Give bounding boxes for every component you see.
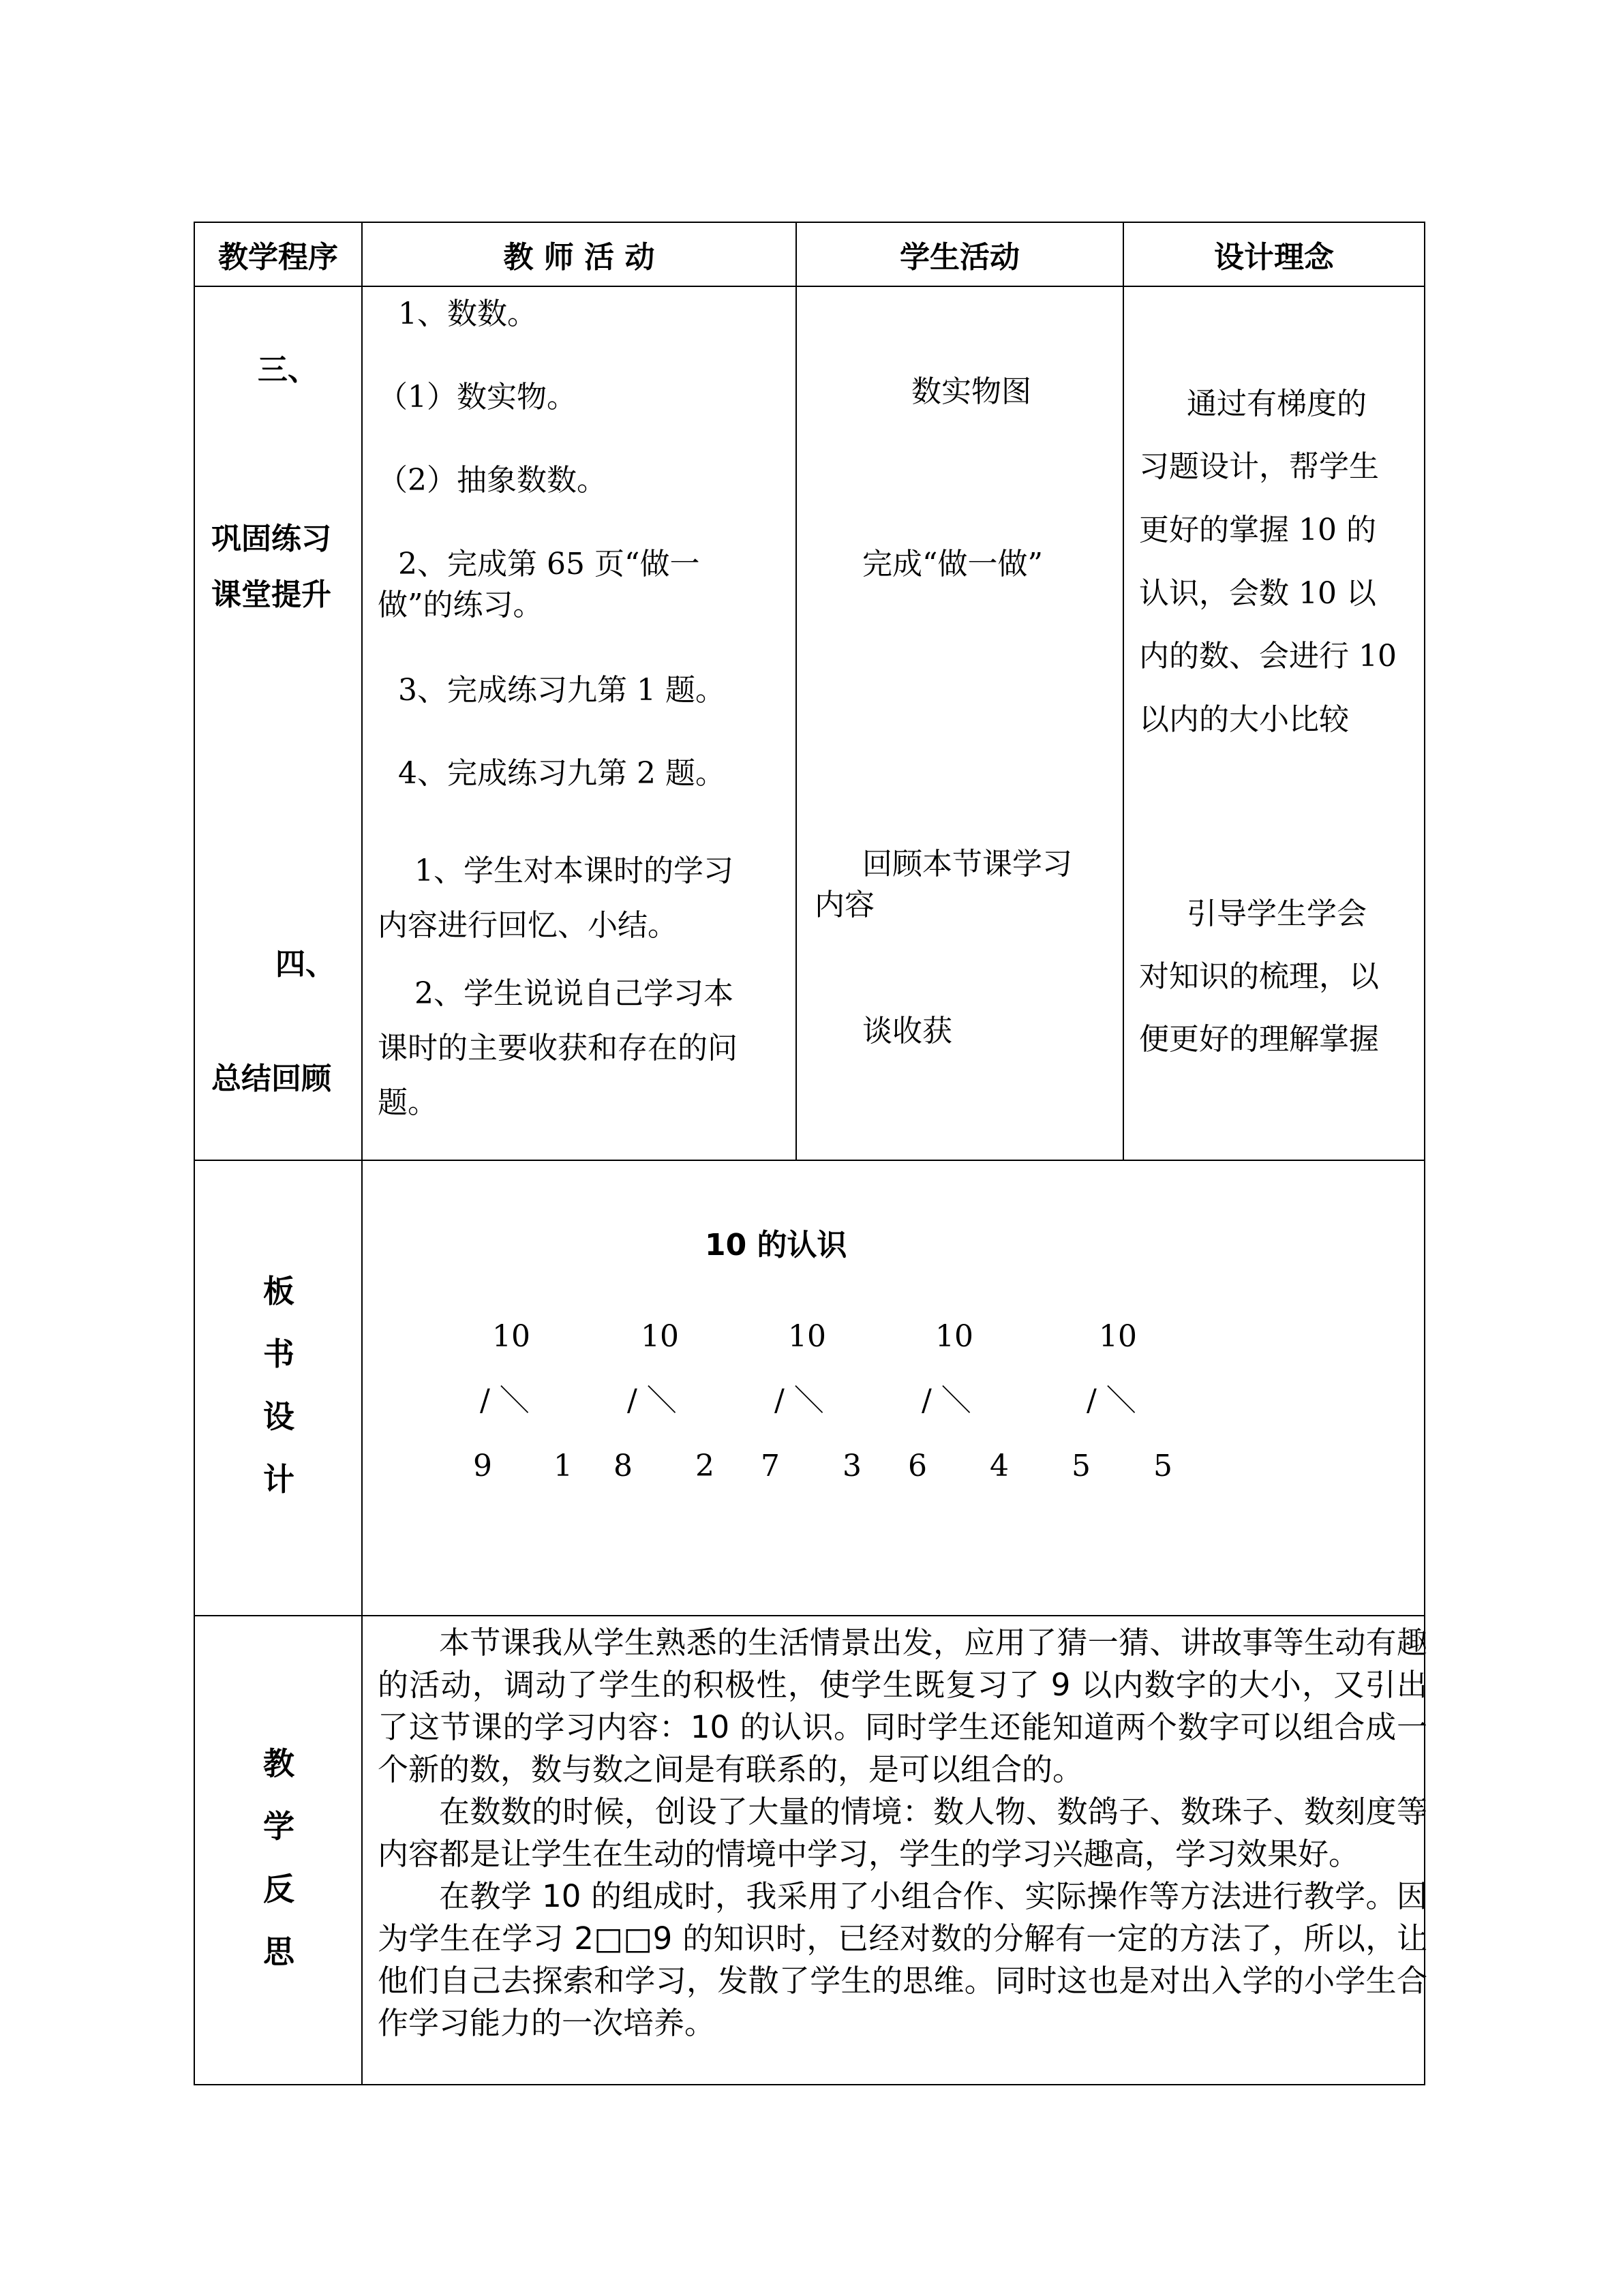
header-row bbox=[194, 222, 1425, 286]
tree4-top: 10 bbox=[935, 1319, 973, 1354]
student-harvest: 谈收获 bbox=[862, 1014, 952, 1048]
design3-line2: 习题设计，帮学生 bbox=[1139, 449, 1379, 484]
student-item-exercise: 完成“做一做” bbox=[862, 547, 1043, 581]
student-item-count: 数实物图 bbox=[911, 374, 1031, 409]
tree1-top: 10 bbox=[492, 1319, 530, 1354]
reflection-content-cell bbox=[362, 1616, 1425, 2085]
design3-line1: 通过有梯度的 bbox=[1187, 387, 1367, 421]
teacher-summary-2-line3: 题。 bbox=[378, 1085, 438, 1120]
teacher-summary-2-line2: 课时的主要收获和存在的问 bbox=[378, 1031, 738, 1066]
teacher-item-2-line2: 做”的练习。 bbox=[378, 588, 543, 622]
tree1-left: 9 bbox=[473, 1449, 492, 1483]
tree3-right: 3 bbox=[843, 1449, 862, 1483]
board-content-cell bbox=[362, 1160, 1425, 1616]
board-label-char: 板 bbox=[263, 1273, 294, 1310]
tree1-right: 1 bbox=[553, 1449, 573, 1483]
reflection-paragraph-1: 本节课我从学生熟悉的生活情景出发，应用了猜一猜、讲故事等生动有趣的活动，调动了学生的积极性，使学生既复习了 9 以内数字的大小，又引出了这节课的学习内容：10 的认识。同时学生还能知道两个数字可以组合成一个新的数，数与数之间是有联系的，是可以组合的。 bbox=[378, 1625, 1427, 1787]
tree2-right: 2 bbox=[695, 1449, 714, 1483]
board-label-cell bbox=[194, 1160, 362, 1616]
design4-line3: 便更好的理解掌握 bbox=[1139, 1022, 1379, 1057]
tree3-top: 10 bbox=[788, 1319, 826, 1354]
reflection-label bbox=[195, 1732, 363, 1983]
procedure-cell bbox=[194, 286, 362, 1160]
section3-number: 三、 bbox=[258, 352, 318, 387]
design3-line4: 认识，会数 10 以 bbox=[1139, 576, 1376, 611]
board-label bbox=[195, 1260, 363, 1511]
lesson-plan-table bbox=[194, 222, 1425, 2085]
section3-title-line1: 巩固练习 bbox=[211, 522, 331, 556]
header-student-activity: 学生活动 bbox=[796, 222, 1123, 286]
section3-title-line2: 课堂提升 bbox=[211, 577, 331, 612]
design3-line3: 更好的掌握 10 的 bbox=[1139, 513, 1376, 547]
tree2-left: 8 bbox=[613, 1449, 633, 1483]
teacher-summary-2-line1: 2、学生说说自己学习本 bbox=[414, 976, 733, 1011]
section4-title: 总结回顾 bbox=[211, 1061, 331, 1096]
tree5-right: 5 bbox=[1153, 1449, 1172, 1483]
header-procedure: 教学程序 bbox=[194, 222, 362, 286]
tree2-branches: / ＼ bbox=[627, 1383, 677, 1418]
teacher-summary-1-line2: 内容进行回忆、小结。 bbox=[378, 908, 678, 943]
teacher-item-1b: （2）抽象数数。 bbox=[378, 463, 607, 498]
teacher-activity-cell bbox=[362, 286, 796, 1160]
reflection-paragraph-3: 在教学 10 的组成时，我采用了小组合作、实际操作等方法进行教学。因为学生在学习 2□□9 的知识时，已经对数的分解有一定的方法了，所以，让他们自己去探索和学习，发散了学生的思维。同时这也是对出入学的小学生合作学习能力的一次培养。 bbox=[378, 1878, 1427, 2041]
reflection-text bbox=[378, 1622, 1427, 2044]
teacher-item-2-line1: 2、完成第 65 页“做一 bbox=[398, 547, 700, 581]
student-activity-cell bbox=[796, 286, 1123, 1160]
tree4-left: 6 bbox=[908, 1449, 927, 1483]
design4-line2: 对知识的梳理，以 bbox=[1139, 959, 1379, 994]
board-title: 10 的认识 bbox=[705, 1228, 847, 1263]
design-concept-cell bbox=[1123, 286, 1425, 1160]
tree5-top: 10 bbox=[1099, 1319, 1137, 1354]
board-label-char: 书 bbox=[263, 1335, 294, 1372]
board-label-char: 计 bbox=[263, 1461, 294, 1498]
tree5-left: 5 bbox=[1072, 1449, 1091, 1483]
reflection-row bbox=[194, 1616, 1425, 2085]
tree3-left: 7 bbox=[761, 1449, 780, 1483]
header-teacher-activity: 教 师 活 动 bbox=[362, 222, 796, 286]
design3-line6: 以内的大小比较 bbox=[1139, 702, 1349, 737]
tree4-right: 4 bbox=[990, 1449, 1009, 1483]
student-review-line2: 内容 bbox=[815, 888, 875, 922]
tree4-branches: / ＼ bbox=[922, 1383, 971, 1418]
board-design-row bbox=[194, 1160, 1425, 1616]
teacher-item-3: 3、完成练习九第 1 题。 bbox=[398, 673, 725, 708]
teacher-item-4: 4、完成练习九第 2 题。 bbox=[398, 756, 725, 791]
reflection-paragraph-2: 在数数的时候，创设了大量的情境：数人物、数鸽子、数珠子、数刻度等内容都是让学生在生动的情境中学习，学生的学习兴趣高，学习效果好。 bbox=[378, 1794, 1427, 1872]
section-row-3-4 bbox=[194, 286, 1425, 1160]
tree2-top: 10 bbox=[641, 1319, 679, 1354]
design3-line5: 内的数、会进行 10 bbox=[1139, 639, 1397, 674]
teacher-item-1a: （1）数实物。 bbox=[378, 380, 577, 414]
teacher-item-1: 1、数数。 bbox=[398, 297, 537, 331]
reflection-label-cell bbox=[194, 1616, 362, 2085]
tree3-branches: / ＼ bbox=[774, 1383, 824, 1418]
reflection-label-char: 反 bbox=[263, 1871, 294, 1907]
tree5-branches: / ＼ bbox=[1087, 1383, 1136, 1418]
design4-line1: 引导学生学会 bbox=[1187, 896, 1367, 931]
reflection-label-char: 学 bbox=[263, 1808, 294, 1845]
student-review-line1: 回顾本节课学习 bbox=[862, 847, 1072, 881]
header-design-concept: 设计理念 bbox=[1123, 222, 1425, 286]
reflection-label-char: 思 bbox=[263, 1933, 294, 1970]
board-label-char: 设 bbox=[263, 1398, 294, 1435]
reflection-label-char: 教 bbox=[263, 1745, 294, 1782]
teacher-summary-1-line1: 1、学生对本课时的学习 bbox=[414, 854, 733, 888]
section4-number: 四、 bbox=[275, 947, 335, 982]
tree1-branches: / ＼ bbox=[480, 1383, 530, 1418]
